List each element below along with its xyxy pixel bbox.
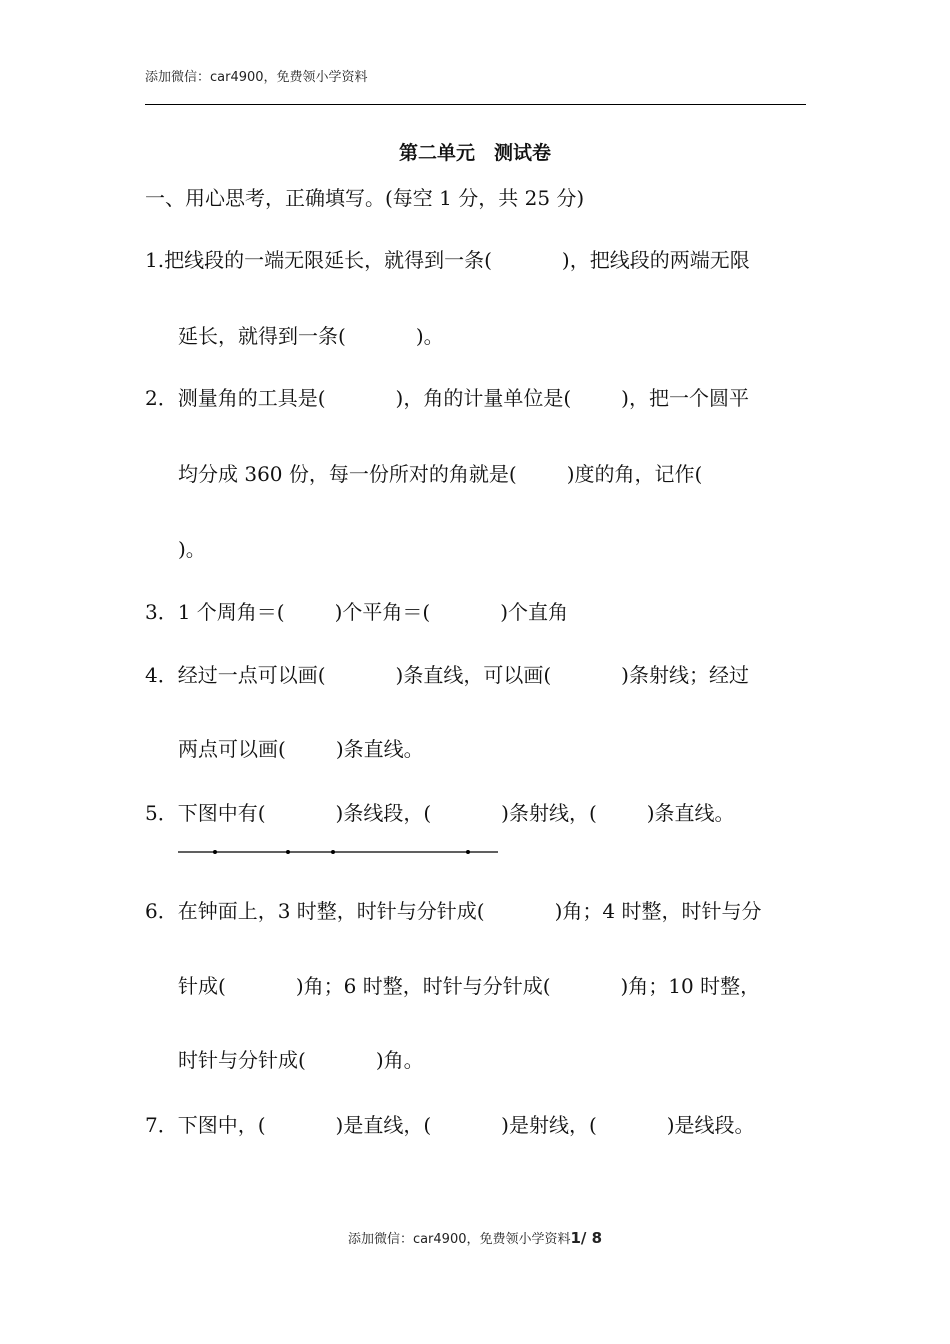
question-6-line-1 <box>145 899 762 923</box>
question-6-text-f: 时针与分针成( <box>178 1048 306 1072</box>
question-4-text-b: )条直线，可以画( <box>395 663 552 687</box>
question-1-text-b: )，把线段的两端无限 <box>561 248 750 272</box>
footer-text: 添加微信：car4900，免费领小学资料 <box>347 1232 571 1247</box>
question-5-text-b: )条线段，( <box>335 801 432 825</box>
question-2-text-b: )，角的计量单位是( <box>395 386 572 410</box>
question-6-text-b: )角；4 时整，时针与分 <box>554 899 762 923</box>
question-2-text-e: )度的角，记作( <box>566 462 703 486</box>
question-3-text-b: )个平角＝( <box>334 600 431 624</box>
question-3-text-a: 3．1 个周角＝( <box>145 600 285 624</box>
line-segment-figure <box>178 846 502 860</box>
question-7-text-a: 7．下图中，( <box>145 1113 266 1137</box>
question-2-text-c: )，把一个圆平 <box>621 386 749 410</box>
figure-point <box>286 850 290 854</box>
header-text: 添加微信：car4900，免费领小学资料 <box>145 70 368 85</box>
question-2-line-3: )。 <box>178 537 206 561</box>
question-5-text-d: )条直线。 <box>646 801 735 825</box>
question-5-line-1 <box>145 801 735 825</box>
question-7-text-b: )是直线，( <box>335 1113 432 1137</box>
question-6-text-a: 6．在钟面上，3 时整，时针与分针成( <box>145 899 485 923</box>
question-1-line-1 <box>145 248 750 272</box>
figure-point <box>331 850 335 854</box>
question-2-text-a: 2．测量角的工具是( <box>145 386 326 410</box>
question-6-text-g: )角。 <box>375 1048 424 1072</box>
question-6-text-d: )角；6 时整，时针与分针成( <box>295 974 551 998</box>
question-1-line-2 <box>178 324 444 348</box>
question-5-text-a: 5．下图中有( <box>145 801 266 825</box>
question-4-text-e: )条直线。 <box>335 737 424 761</box>
question-1-text-c: 延长，就得到一条( <box>178 324 346 348</box>
footer <box>0 1228 950 1247</box>
page-number: 1/ 8 <box>570 1229 603 1247</box>
figure-point <box>466 850 470 854</box>
question-2-line-1 <box>145 386 749 410</box>
page-title: 第二单元 测试卷 <box>398 142 551 164</box>
question-2-line-2 <box>178 462 702 486</box>
question-6-text-e: )角；10 时整， <box>620 974 761 998</box>
question-2-text-d: 均分成 360 份，每一份所对的角就是( <box>178 462 517 486</box>
question-6-line-3 <box>178 1048 424 1072</box>
question-4-text-a: 4．经过一点可以画( <box>145 663 326 687</box>
question-4-text-c: )条射线；经过 <box>621 663 749 687</box>
question-6-text-c: 针成( <box>178 974 226 998</box>
question-4-line-2 <box>178 737 424 761</box>
question-4-text-d: 两点可以画( <box>178 737 286 761</box>
question-4-line-1 <box>145 663 749 687</box>
header-divider <box>145 104 806 105</box>
section-heading: 一、用心思考，正确填写。(每空 1 分，共 25 分) <box>145 186 585 210</box>
question-3-text-c: )个直角 <box>500 600 569 624</box>
question-6-line-2 <box>178 974 760 998</box>
question-1-text-a: 1.把线段的一端无限延长，就得到一条( <box>145 248 492 272</box>
question-7-line-1 <box>145 1113 755 1137</box>
question-7-text-d: )是线段。 <box>666 1113 755 1137</box>
question-5-text-c: )条射线，( <box>501 801 597 825</box>
question-7-text-c: )是射线，( <box>501 1113 597 1137</box>
question-3-line-1 <box>145 600 568 624</box>
question-1-text-d: )。 <box>415 324 444 348</box>
figure-point <box>213 850 217 854</box>
